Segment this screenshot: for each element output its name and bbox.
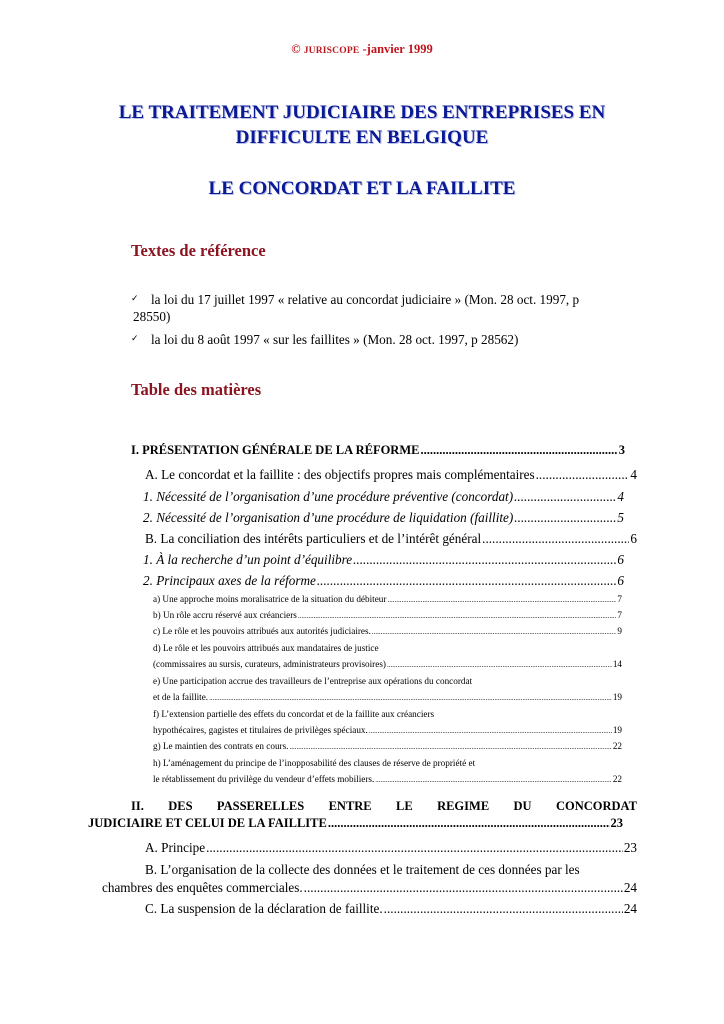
toc-entry-page: 14 (612, 659, 622, 669)
toc-entry-2a[interactable] (145, 840, 637, 856)
toc-entry-page: 6 (617, 573, 624, 588)
toc-entry-page: 23 (610, 816, 623, 830)
document-header (0, 42, 724, 57)
toc-entry-label: et de la faillite. (153, 692, 209, 702)
toc-entry-page: 4 (630, 467, 637, 482)
toc-entry-page: 9 (617, 626, 622, 636)
toc-entry-1b1[interactable] (143, 552, 624, 568)
toc-subentry-h-line: h) L’aménagement du principe de l’inopposabilité des clauses de réserve de propriété et (153, 758, 476, 768)
toc-entry-label: B. La conciliation des intérêts particuliers et de l’intérêt général (145, 531, 482, 546)
toc-entry-label: 2. Nécessité de l’organisation d’une procédure de liquidation (faillite) (143, 510, 514, 525)
toc-entry-part-1[interactable] (131, 443, 625, 458)
toc-entry-1a1[interactable] (143, 489, 624, 505)
reference-text-line: la loi du 8 août 1997 « sur les faillites » (Mon. 28 oct. 1997, p 28562) (151, 332, 519, 347)
toc-subentry-a[interactable] (153, 594, 622, 604)
toc-entry-page: 6 (630, 531, 637, 546)
toc-entry-page: 19 (612, 725, 622, 735)
toc-subentry-c[interactable] (153, 626, 622, 636)
toc-subentry-g[interactable] (153, 741, 622, 751)
toc-entry-2b-line: B. L’organisation de la collecte des données et le traitement de ces données par les (145, 862, 580, 877)
toc-subentry-f-line: f) L’extension partielle des effets du concordat et de la faillite aux créanciers (153, 709, 435, 719)
toc-subentry-e-line: e) Une participation accrue des travailleurs de l’entreprise aux opérations du concordat (153, 676, 473, 686)
toc-entry-label: I. PRÉSENTATION GÉNÉRALE DE LA RÉFORME (131, 443, 420, 457)
main-title-line-1: LE TRAITEMENT JUDICIAIRE DES ENTREPRISES EN (118, 102, 606, 123)
toc-entry-page: 23 (623, 840, 637, 855)
toc-entry-2b[interactable] (102, 880, 637, 896)
toc-entry-page: 22 (612, 741, 622, 751)
toc-entry-page: 7 (617, 610, 622, 620)
reference-text-line: la loi du 17 juillet 1997 « relative au concordat judiciaire » (Mon. 28 oct. 1997, p (151, 292, 580, 307)
toc-entry-label: hypothécaires, gagistes et titulaires de privilèges spéciaux. (153, 725, 368, 735)
toc-entry-label: g) Le maintien des contrats en cours. (153, 741, 289, 751)
toc-entry-label: A. Le concordat et la faillite : des objectifs propres mais complémentaires (145, 467, 535, 482)
toc-entry-page: 5 (617, 510, 624, 525)
toc-entry-label: le rétablissement du privilège du vendeur d’effets mobiliers. (153, 774, 375, 784)
toc-entry-page: 7 (617, 594, 622, 604)
toc-entry-page: 24 (623, 901, 637, 916)
toc-entry-1b2[interactable] (143, 573, 624, 589)
reference-item (131, 331, 641, 348)
toc-entry-label: 1. Nécessité de l’organisation d’une procédure préventive (concordat) (143, 489, 514, 504)
toc-entry-label: C. La suspension de la déclaration de faillite. (145, 901, 383, 916)
reference-text-line: 28550) (133, 309, 171, 324)
subtitle: LE CONCORDAT ET LA FAILLITE (208, 178, 516, 199)
header-date: -janvier 1999 (359, 42, 433, 56)
toc-subentry-b[interactable] (153, 610, 622, 620)
toc-entry-page: 19 (612, 692, 622, 702)
toc-heading: Table des matières (131, 380, 262, 399)
toc-entry-label: (commissaires au sursis, curateurs, administrateurs provisoires) (153, 659, 386, 669)
toc-entry-page: 22 (612, 774, 622, 784)
references-heading: Textes de référence (131, 241, 266, 260)
toc-entry-label: 2. Principaux axes de la réforme (143, 573, 316, 588)
toc-entry-1a2[interactable] (143, 510, 624, 526)
copyright-symbol: © (291, 42, 301, 56)
toc-entry-label: b) Un rôle accru réservé aux créanciers (153, 610, 297, 620)
toc-entry-label: 1. À la recherche d’un point d’équilibre (143, 552, 353, 567)
toc-entry-2c[interactable] (145, 901, 637, 917)
toc-entry-1b[interactable] (145, 531, 637, 547)
main-title-line-2: DIFFICULTE EN BELGIQUE (235, 127, 489, 148)
toc-subentry-e[interactable] (153, 692, 622, 702)
toc-entry-part-2-line: II. DES PASSERELLES ENTRE LE REGIME DU CONCORDAT (131, 799, 637, 813)
checkmark-icon: ✓ (131, 294, 139, 304)
toc-entry-label: chambres des enquêtes commerciales. (102, 880, 303, 895)
toc-entry-label: JUDICIAIRE ET CELUI DE LA FAILLITE (88, 816, 327, 830)
brand-name: JURISCOPE (303, 46, 360, 56)
toc-entry-label: a) Une approche moins moralisatrice de la situation du débiteur (153, 594, 387, 604)
checkmark-icon: ✓ (131, 334, 139, 344)
toc-entry-page: 24 (623, 880, 637, 895)
toc-entry-page: 4 (617, 489, 624, 504)
toc-subentry-f[interactable] (153, 725, 622, 735)
toc-entry-page: 6 (617, 552, 624, 567)
toc-entry-1a[interactable] (145, 467, 637, 483)
toc-entry-label: c) Le rôle et les pouvoirs attribués aux autorités judiciaires. (153, 626, 371, 636)
toc-subentry-d[interactable] (153, 659, 622, 669)
reference-item (131, 291, 641, 325)
toc-subentry-h[interactable] (153, 774, 622, 784)
toc-subentry-d-line: d) Le rôle et les pouvoirs attribués aux mandataires de justice (153, 643, 379, 653)
toc-entry-label: A. Principe (145, 840, 206, 855)
toc-entry-page: 3 (618, 443, 625, 457)
main-title (0, 100, 724, 150)
toc-entry-part-2[interactable] (88, 816, 623, 831)
